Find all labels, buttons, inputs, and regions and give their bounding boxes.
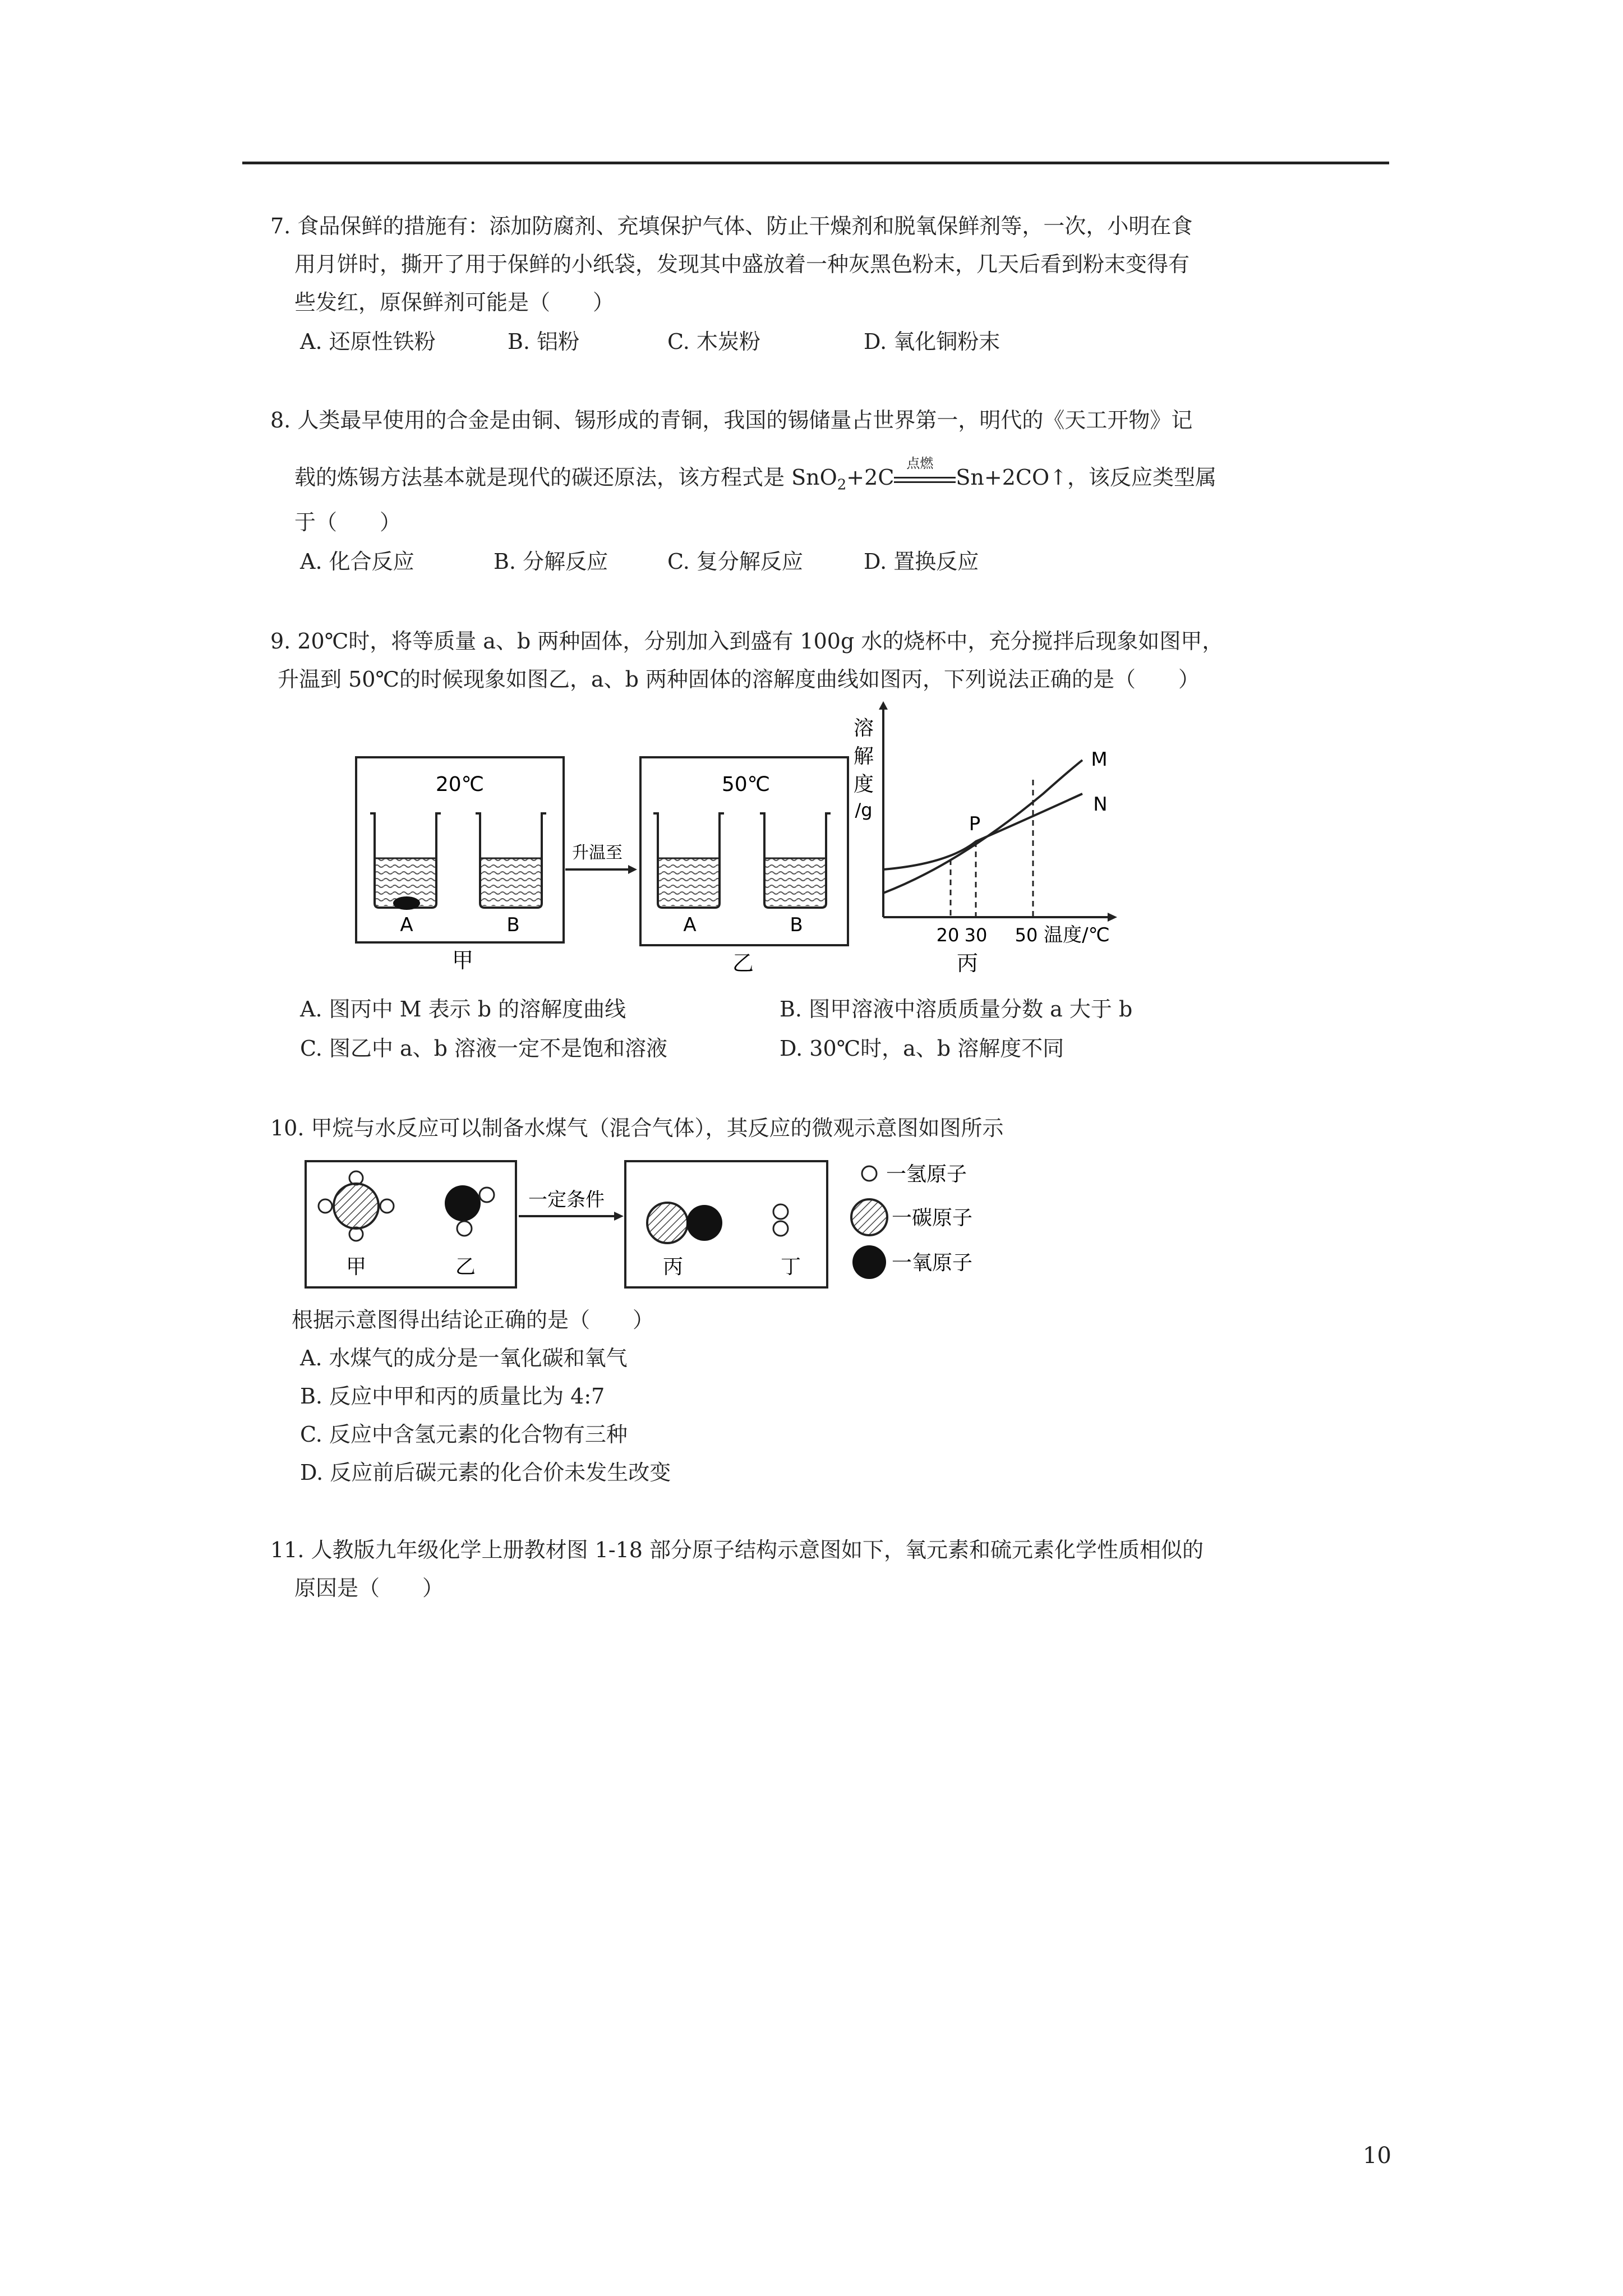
q9-option-c[interactable]: C. 图乙中 a、b 溶液一定不是饱和溶液 — [300, 1036, 668, 1061]
q9-yi-label-a: A — [683, 914, 697, 936]
q7-option-a[interactable]: A. 还原性铁粉 — [300, 329, 436, 354]
q8-line-3: 于（ ） — [294, 510, 402, 535]
q9-jia-label-b: B — [506, 914, 520, 936]
q10-option-a[interactable]: A. 水煤气的成分是一氧化碳和氧气 — [300, 1346, 628, 1370]
q10-label-ding: 丁 — [780, 1255, 801, 1278]
q9-x-label: 温度/℃ — [1044, 924, 1110, 946]
q10-reactant-box — [306, 1161, 516, 1287]
q7-option-b[interactable]: B. 铝粉 — [508, 329, 580, 354]
q9-jia-temp: 20℃ — [435, 773, 485, 796]
q10-label-jia: 甲 — [345, 1255, 367, 1278]
q9-tick-20: 20 — [936, 924, 960, 946]
q8-equation-lead: 载的炼锡方法基本就是现代的碳还原法，该方程式是 SnO — [294, 465, 837, 490]
q8-equation-mid: +2C — [846, 465, 895, 490]
q9-yi-label-b: B — [790, 914, 803, 936]
q9-line-2: 升温到 50℃的时候现象如图乙，a、b 两种固体的溶解度曲线如图丙，下列说法正确的是（ ） — [278, 667, 1200, 692]
q10-molecule-bing — [647, 1203, 722, 1243]
q7-option-d[interactable]: D. 氧化铜粉末 — [864, 329, 1000, 354]
q9-curve-m — [883, 760, 1082, 893]
q9-figure — [348, 701, 1133, 982]
q9-y-label-2: 解 — [853, 745, 874, 768]
q10-option-b[interactable]: B. 反应中甲和丙的质量比为 4:7 — [300, 1384, 605, 1409]
q9-undissolved-solid — [393, 896, 420, 910]
q9-label-p: P — [969, 813, 981, 835]
q11-line-2: 原因是（ ） — [294, 1576, 444, 1600]
q7-line-2: 用月饼时，撕开了用于保鲜的小纸袋，发现其中盛放着一种灰黑色粉末，几天后看到粉末变得有 — [294, 252, 1190, 277]
q8-line-2 — [294, 455, 1216, 494]
q9-caption-bing: 丙 — [956, 951, 979, 976]
q8-reaction-arrow — [894, 455, 956, 490]
q7-option-c[interactable]: C. 木炭粉 — [667, 329, 760, 354]
q8-line-1: 8. 人类最早使用的合金是由铜、锡形成的青铜，我国的锡储量占世界第一，明代的《天工开物》记 — [270, 408, 1193, 432]
carbon-atom-icon — [851, 1199, 887, 1235]
q10-option-c[interactable]: C. 反应中含氢元素的化合物有三种 — [300, 1422, 628, 1447]
q10-figure — [303, 1150, 1060, 1296]
q10-legend-oxygen: 一氧原子 — [892, 1251, 973, 1274]
q10-legend-hydrogen: 一氢原子 — [886, 1163, 967, 1186]
q9-beaker-yi-a — [653, 813, 724, 908]
oxygen-atom-icon — [852, 1245, 886, 1279]
q10-prompt: 根据示意图得出结论正确的是（ ） — [292, 1308, 654, 1332]
q10-arrow-label: 一定条件 — [528, 1189, 605, 1211]
q9-label-n: N — [1093, 793, 1108, 816]
q7-line-1: 7. 食品保鲜的措施有：添加防腐剂、充填保护气体、防止干燥剂和脱氧保鲜剂等，一次，小明在食 — [270, 214, 1193, 238]
q9-caption-jia: 甲 — [451, 948, 474, 973]
q9-beaker-jia-b — [476, 813, 546, 908]
q9-option-a[interactable]: A. 图丙中 M 表示 b 的溶解度曲线 — [300, 997, 626, 1022]
q9-yi-temp: 50℃ — [721, 773, 771, 796]
q9-jia-label-a: A — [400, 914, 413, 936]
q9-option-b[interactable]: B. 图甲溶液中溶质质量分数 a 大于 b — [780, 997, 1133, 1022]
q8-option-b[interactable]: B. 分解反应 — [494, 549, 608, 574]
q9-y-label-3: 度 — [853, 773, 874, 796]
q10-option-d[interactable]: D. 反应前后碳元素的化合价未发生改变 — [300, 1460, 671, 1485]
q10-label-bing: 丙 — [662, 1255, 684, 1278]
q10-legend — [851, 1163, 972, 1279]
q10-molecule-jia — [319, 1171, 394, 1241]
q9-arrow-label: 升温至 — [572, 843, 623, 863]
q9-y-label-1: 溶 — [853, 717, 874, 740]
q7-line-3: 些发红，原保鲜剂可能是（ ） — [294, 290, 615, 315]
q10-molecule-ding — [773, 1204, 788, 1236]
q9-caption-yi: 乙 — [732, 951, 754, 976]
q9-solubility-graph — [854, 701, 1117, 976]
q10-label-yi: 乙 — [455, 1255, 476, 1278]
hydrogen-atom-icon — [862, 1166, 877, 1181]
q9-beaker-jia-a — [370, 813, 441, 910]
q10-molecule-yi — [445, 1185, 494, 1236]
q9-tick-30: 30 — [964, 924, 988, 946]
q10-legend-carbon: 一碳原子 — [892, 1207, 973, 1230]
q9-curve-n — [883, 794, 1082, 869]
q8-equation-tail: Sn+2CO↑，该反应类型属 — [956, 465, 1216, 490]
q8-option-d[interactable]: D. 置换反应 — [864, 549, 979, 574]
q8-condition-label: 点燃 — [906, 455, 934, 471]
header-rule — [242, 162, 1389, 164]
q9-y-label-4: /g — [855, 799, 873, 821]
q10-line-1: 10. 甲烷与水反应可以制备水煤气（混合气体），其反应的微观示意图如图所示 — [270, 1116, 1004, 1140]
q11-line-1: 11. 人教版九年级化学上册教材图 1-18 部分原子结构示意图如下，氧元素和硫元素化学性质相似的 — [270, 1538, 1204, 1562]
q9-line-1: 9. 20℃时，将等质量 a、b 两种固体，分别加入到盛有 100g 水的烧杯中，充分搅拌后现象如图甲， — [270, 629, 1224, 654]
q8-subscript: 2 — [837, 476, 847, 494]
q9-tick-50: 50 — [1015, 924, 1038, 946]
q8-option-c[interactable]: C. 复分解反应 — [667, 549, 803, 574]
q9-beaker-yi-b — [760, 813, 831, 908]
q9-option-d[interactable]: D. 30℃时，a、b 溶解度不同 — [780, 1036, 1064, 1061]
q8-option-a[interactable]: A. 化合反应 — [300, 549, 414, 574]
q9-label-m: M — [1091, 748, 1108, 771]
page-number: 10 — [1363, 2143, 1391, 2169]
